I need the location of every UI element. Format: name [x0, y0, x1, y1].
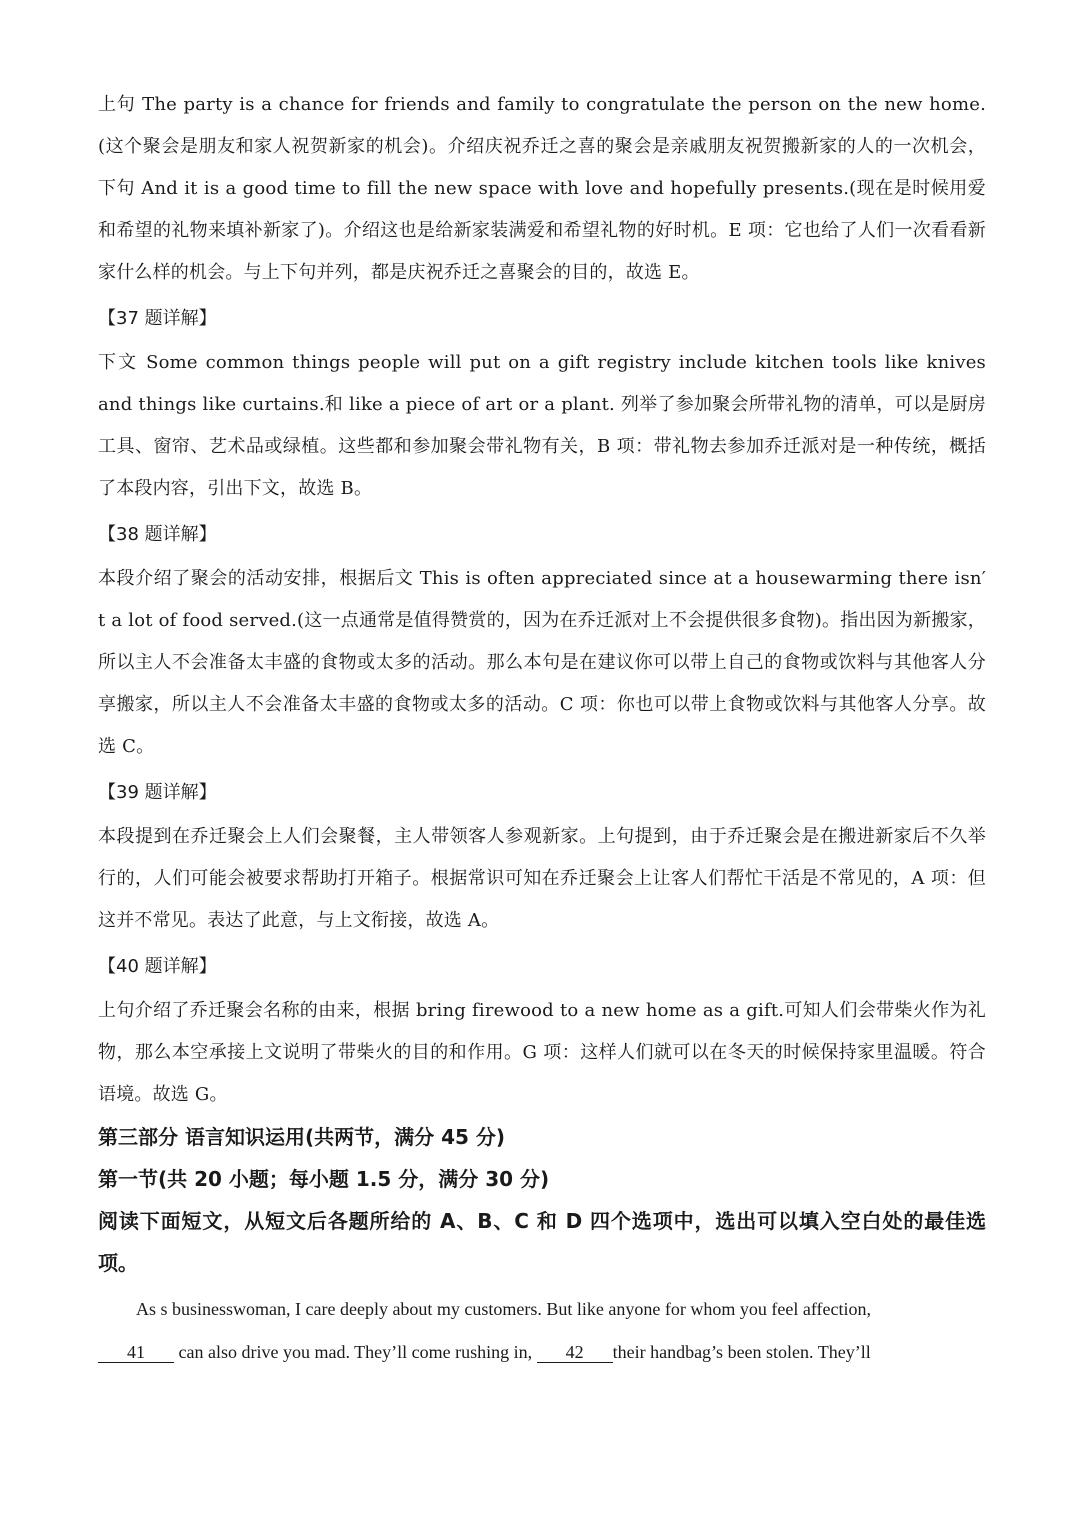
document-page	[98, 84, 986, 1374]
section-one-title: 第一节(共 20 小题；每小题 1.5 分，满分 30 分)	[98, 1167, 550, 1191]
answer-38-explanation: 本段介绍了聚会的活动安排，根据后文 This is often appreciated since at a housewarming there isn′ t a lot of food served.(这一点通常是值得赞赏的，因为在乔迁派对上不会提供很多食物)。指出因为新搬家，所以主人不会准备太丰盛的食物或太多的活动。那么本句是在建议你可以带上自己的食物或饮料与其他客人分享搬家，所以主人不会准备太丰盛的食物或太多的活动。C 项：你也可以带上食物或饮料与其他客人分享。故选 C。	[98, 568, 986, 757]
blank-41: 41	[98, 1342, 174, 1363]
passage-text-3: their handbag’s been stolen. They’ll	[612, 1342, 871, 1362]
heading-40: 【40 题详解】	[98, 956, 217, 977]
passage-line-1	[98, 1288, 986, 1331]
cloze-passage	[98, 1288, 986, 1374]
answer-40-explanation: 上句介绍了乔迁聚会名称的由来，根据 bring firewood to a new home as a gift.可知人们会带柴火作为礼物，那么本空承接上文说明了带柴火的目的和作用。G 项：这样人们就可以在冬天的时候保持家里温暖。符合语境。故选 G。	[98, 1000, 986, 1105]
passage-line-2	[98, 1331, 986, 1374]
answer-39-explanation: 本段提到在乔迁聚会上人们会聚餐，主人带领客人参观新家。上句提到，由于乔迁聚会是在搬进新家后不久举行的，人们可能会被要求帮助打开箱子。根据常识可知在乔迁聚会上让客人们帮忙干活是不常见的，A 项：但这并不常见。表达了此意，与上文衔接，故选 A。	[98, 826, 986, 931]
passage-text-2: can also drive you mad. They’ll come rushing in,	[174, 1342, 537, 1362]
heading-39: 【39 题详解】	[98, 782, 217, 803]
answer-37-explanation: 下文 Some common things people will put on a gift registry include kitchen tools like knives and things like curtains.和 like a piece of art or a plant. 列举了参加聚会所带礼物的清单，可以是厨房工具、窗帘、艺术品或绿植。这些都和参加聚会带礼物有关，B 项：带礼物去参加乔迁派对是一种传统，概括了本段内容，引出下文，故选 B。	[98, 352, 986, 499]
passage-text-1: As s businesswoman, I care deeply about my customers. But like anyone for whom you feel affection,	[136, 1299, 871, 1319]
blank-42: 42	[537, 1342, 613, 1363]
section-part-three: 第三部分 语言知识运用(共两节，满分 45 分)	[98, 1125, 506, 1149]
section-instruction: 阅读下面短文，从短文后各题所给的 A、B、C 和 D 四个选项中，选出可以填入空白处的最佳选项。	[98, 1209, 986, 1275]
heading-38: 【38 题详解】	[98, 524, 217, 545]
answer-36-explanation: 上句 The party is a chance for friends and family to congratulate the person on the new home.(这个聚会是朋友和家人祝贺新家的机会)。介绍庆祝乔迁之喜的聚会是亲戚朋友祝贺搬新家的人的一次机会，下句 And it is a good time to fill the new space with love and hopefully presents.(现在是时候用爱和希望的礼物来填补新家了)。介绍这也是给新家装满爱和希望礼物的好时机。E 项：它也给了人们一次看看新家什么样的机会。与上下句并列，都是庆祝乔迁之喜聚会的目的，故选 E。	[98, 94, 986, 283]
heading-37: 【37 题详解】	[98, 308, 217, 329]
